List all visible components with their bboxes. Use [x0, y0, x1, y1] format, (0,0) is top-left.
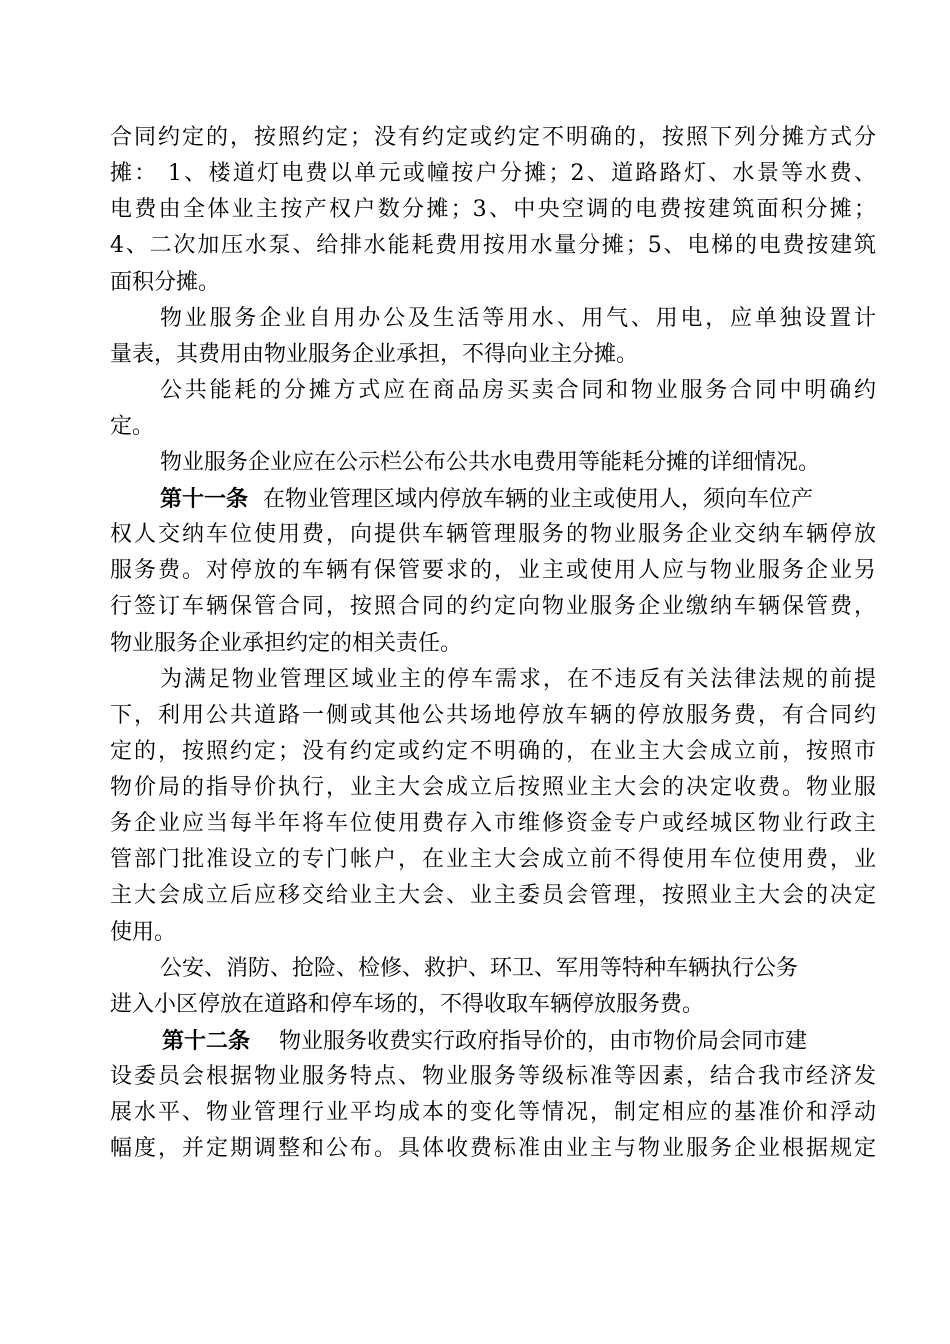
- text-line: 使用。: [110, 920, 177, 945]
- text-line: 管部门批准设立的专门帐户，在业主大会成立前不得使用车位使用费，业: [110, 847, 876, 872]
- text-line: 务企业应当每半年将车位使用费存入市维修资金专户或经城区物业行政主: [110, 811, 876, 836]
- paragraph-first-line: 为满足物业管理区域业主的停车需求，在不违反有关法律法规的前提: [160, 667, 876, 692]
- article-11-text: 在物业管理区域内停放车辆的业主或使用人，须向车位产: [263, 487, 814, 512]
- text-line: 物价局的指导价执行，业主大会成立后按照业主大会的决定收费。物业服: [110, 775, 876, 800]
- text-line: 主大会成立后应移交给业主大会、业主委员会管理，按照业主大会的决定: [110, 883, 876, 908]
- text-line: 权人交纳车位使用费，向提供车辆管理服务的物业服务企业交纳车辆停放: [110, 522, 876, 547]
- paragraph-first-line: 公安、消防、抢险、检修、救护、环卫、军用等特种车辆执行公务: [160, 956, 799, 981]
- paragraph-first-line: 公共能耗的分摊方式应在商品房买卖合同和物业服务合同中明确约: [160, 378, 876, 403]
- paragraph-first-line: 物业服务企业自用办公及生活等用水、用气、用电，应单独设置计: [160, 306, 876, 331]
- article-11-first-line: [110, 481, 876, 517]
- text-line: 4、二次加压水泵、给排水能耗费用按用水量分摊；5、电梯的电费按建筑: [110, 233, 876, 258]
- text-line: 行签订车辆保管合同，按照合同的约定向物业服务企业缴纳车辆保管费，: [110, 594, 876, 619]
- text-line: 合同约定的，按照约定；没有约定或约定不明确的，按照下列分摊方式分: [110, 125, 876, 150]
- article-12-text: 物业服务收费实行政府指导价的，由市物价局会同市建: [279, 1029, 808, 1054]
- text-line: 展水平、物业管理行业平均成本的变化等情况，制定相应的基准价和浮动: [110, 1100, 876, 1125]
- article-12-first-line: [110, 1023, 876, 1059]
- text-line: 面积分摊。: [110, 270, 221, 295]
- text-line: 电费由全体业主按产权户数分摊；3、中央空调的电费按建筑面积分摊；: [110, 197, 876, 222]
- article-11-heading: 第十一条: [160, 486, 249, 512]
- text-line: 进入小区停放在道路和停车场的，不得收取车辆停放服务费。: [110, 992, 705, 1017]
- text-line: 幅度，并定期调整和公布。具体收费标准由业主与物业服务企业根据规定: [110, 1136, 876, 1161]
- text-line: 物业服务企业承担约定的相关责任。: [110, 631, 463, 656]
- text-line: 摊： 1、楼道灯电费以单元或幢按户分摊；2、道路路灯、水景等水费、: [110, 161, 876, 186]
- text-line: 下，利用公共道路一侧或其他公共场地停放车辆的停放服务费，有合同约: [110, 703, 876, 728]
- article-12-heading: 第十二条: [162, 1028, 251, 1054]
- text-line: 设委员会根据物业服务特点、物业服务等级标准等因素，结合我市经济发: [110, 1064, 876, 1089]
- text-line: 服务费。对停放的车辆有保管要求的，业主或使用人应与物业服务企业另: [110, 558, 876, 583]
- text-line: 量表，其费用由物业服务企业承担，不得向业主分摊。: [110, 342, 639, 367]
- paragraph-first-line: 物业服务企业应在公示栏公布公共水电费用等能耗分摊的详细情况。: [160, 450, 821, 475]
- text-line: 定。: [110, 414, 155, 439]
- text-line: 定的，按照约定；没有约定或约定不明确的，在业主大会成立前，按照市: [110, 739, 876, 764]
